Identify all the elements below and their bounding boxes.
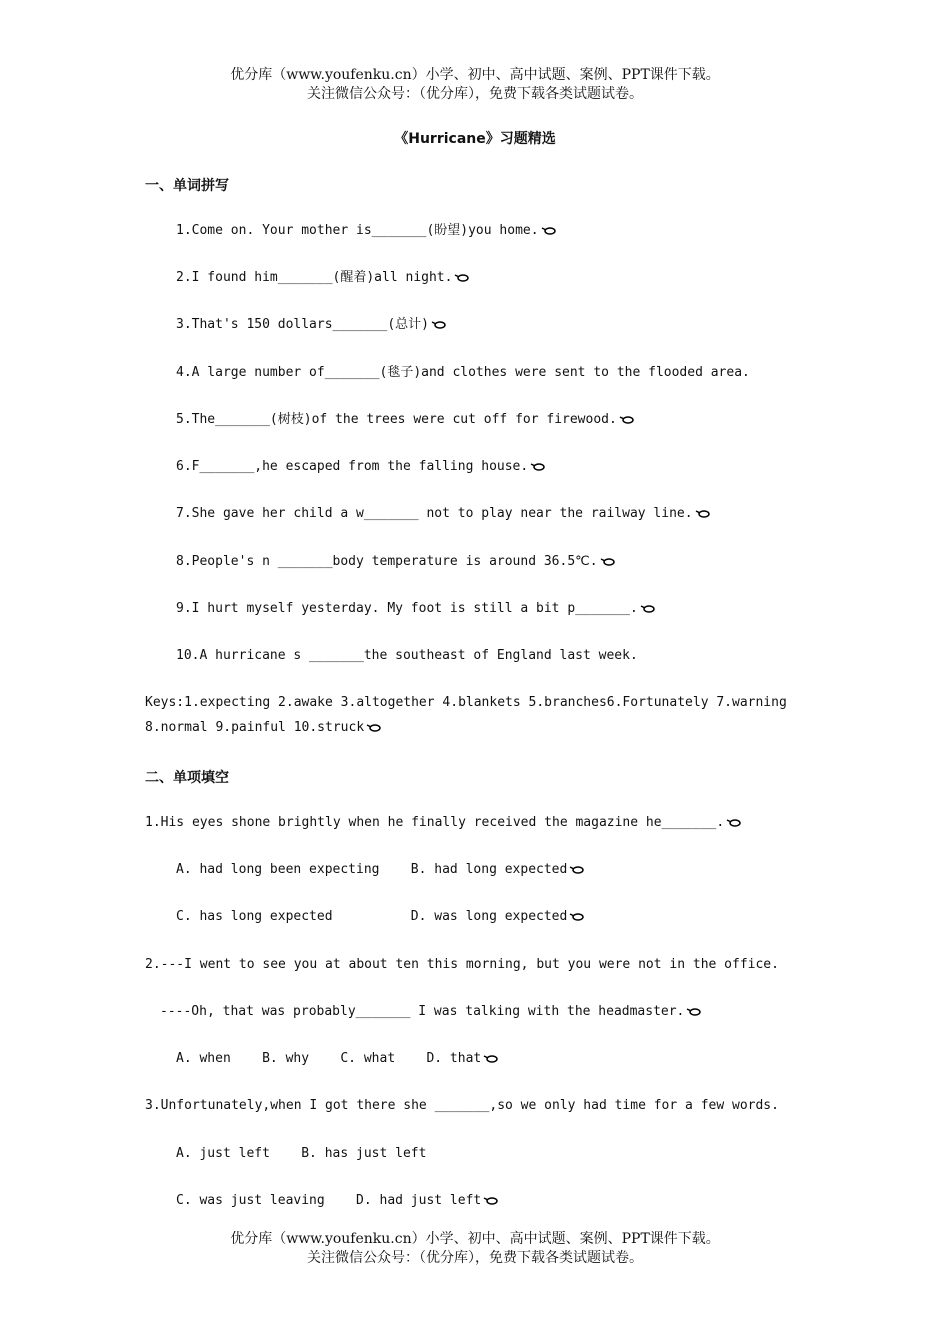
mark-icon (569, 912, 585, 921)
question-item: 1.His eyes shone brightly when he finally received the magazine he_______. (145, 814, 742, 832)
section-1-heading: 一、单词拼写 (145, 178, 229, 194)
option-line: C. was just leaving D. had just left (176, 1192, 499, 1210)
footer-line-2: 关注微信公众号：（优分库），免费下载各类试题试卷。 (307, 1250, 643, 1266)
option-line: C. has long expected D. was long expected (176, 908, 585, 926)
question-item: 2.I found him_______(醒着)all night. (176, 269, 470, 287)
page-title: 《Hurricane》习题精选 (394, 131, 556, 147)
mark-icon (541, 226, 557, 235)
question-item: 5.The_______(树枝)of the trees were cut off for firewood. (176, 411, 635, 429)
mark-icon (454, 273, 470, 282)
mark-icon (726, 818, 742, 827)
keys-line-1: Keys:1.expecting 2.awake 3.altogether 4.blankets 5.branches6.Fortunately 7.warning (145, 695, 787, 710)
section-2-heading: 二、单项填空 (145, 770, 229, 786)
mark-icon (569, 865, 585, 874)
question-item: 10.A hurricane s _______the southeast of England last week. (176, 648, 638, 663)
option-line: A. when B. why C. what D. that (176, 1050, 499, 1068)
mark-icon (530, 462, 546, 471)
question-item: 7.She gave her child a w_______ not to play near the railway line. (176, 505, 711, 523)
question-item: 2.---I went to see you at about ten this morning, but you were not in the office. (145, 957, 779, 972)
question-item: 8.People's n _______body temperature is around 36.5℃. (176, 553, 616, 571)
mark-icon (483, 1196, 499, 1205)
question-item: 4.A large number of_______(毯子)and clothes were sent to the flooded area. (176, 365, 750, 380)
footer-line-1: 优分库（www.youfenku.cn）小学、初中、高中试题、案例、PPT课件下载。 (230, 1231, 720, 1247)
mark-icon (600, 557, 616, 566)
question-item: 3.Unfortunately,when I got there she _______,so we only had time for a few words. (145, 1098, 779, 1113)
header-line-1: 优分库（www.youfenku.cn）小学、初中、高中试题、案例、PPT课件下载。 (230, 67, 720, 83)
question-item: 3.That's 150 dollars_______(总计) (176, 316, 447, 334)
mark-icon (686, 1007, 702, 1016)
mark-icon (619, 415, 635, 424)
question-item: 9.I hurt myself yesterday. My foot is still a bit p_______. (176, 600, 656, 618)
question-item: ----Oh, that was probably_______ I was talking with the headmaster. (160, 1003, 702, 1021)
mark-icon (483, 1054, 499, 1063)
mark-icon (640, 604, 656, 613)
option-line: A. had long been expecting B. had long expected (176, 861, 585, 879)
question-item: 1.Come on. Your mother is_______(盼望)you home. (176, 222, 557, 240)
mark-icon (431, 320, 447, 329)
mark-icon (366, 723, 382, 732)
option-line: A. just left B. has just left (176, 1146, 427, 1161)
question-item: 6.F_______,he escaped from the falling house. (176, 458, 546, 476)
mark-icon (695, 509, 711, 518)
header-line-2: 关注微信公众号：（优分库），免费下载各类试题试卷。 (307, 86, 643, 102)
keys-line-2: 8.normal 9.painful 10.struck (145, 719, 382, 737)
